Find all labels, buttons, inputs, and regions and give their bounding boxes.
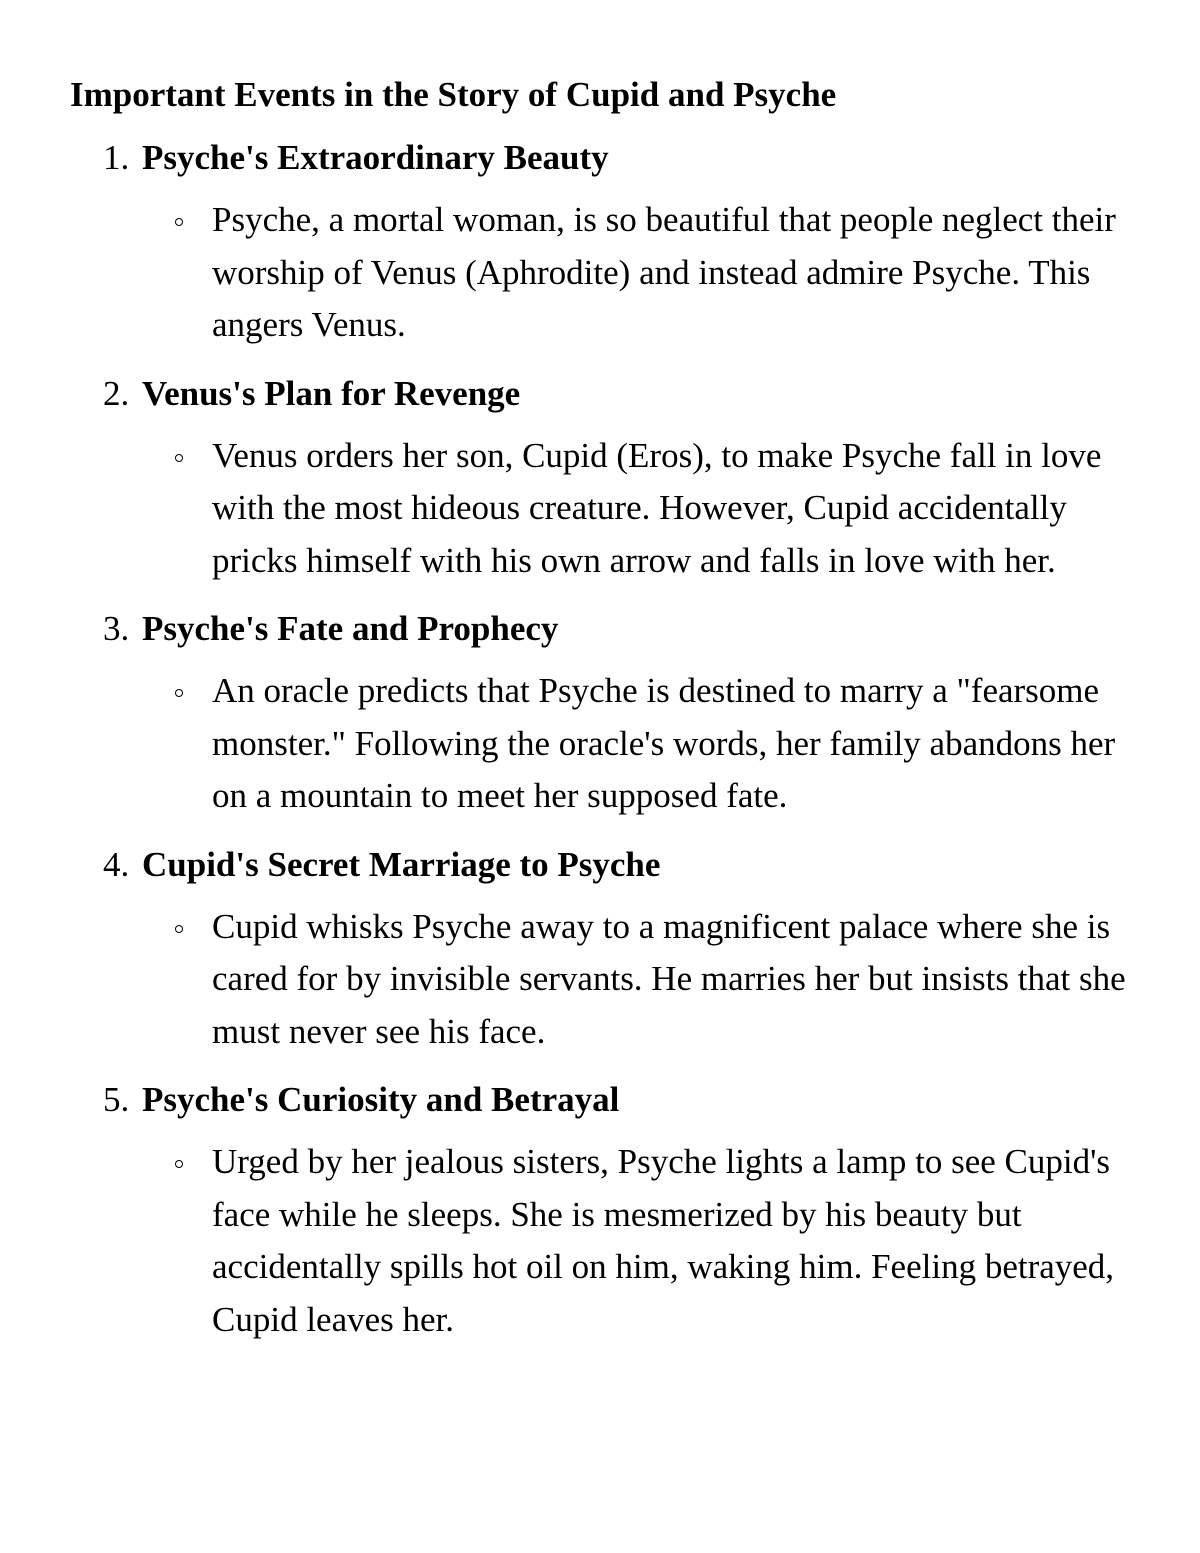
event-header	[70, 366, 1150, 422]
document-page	[70, 72, 1150, 1360]
circle-bullet-icon	[175, 218, 183, 226]
event-item	[70, 837, 1150, 1059]
circle-bullet-icon	[175, 454, 183, 462]
event-number: 5.	[103, 1080, 130, 1119]
event-item	[70, 601, 1150, 823]
event-number: 1.	[103, 138, 130, 177]
event-number: 4.	[103, 844, 130, 884]
event-header	[70, 837, 1150, 893]
event-heading: Cupid's Secret Marriage to Psyche	[142, 844, 661, 884]
event-details	[70, 194, 1150, 352]
event-heading: Psyche's Extraordinary Beauty	[142, 138, 609, 177]
event-header	[70, 1072, 1150, 1128]
event-heading: Venus's Plan for Revenge	[142, 373, 521, 413]
event-list	[70, 130, 1150, 1346]
event-details	[70, 1136, 1150, 1346]
event-detail	[70, 194, 1150, 352]
event-number: 2.	[103, 373, 130, 413]
event-detail	[70, 430, 1150, 588]
event-detail	[70, 901, 1150, 1059]
event-detail-text: Urged by her jealous sisters, Psyche lights a lamp to see Cupid's face while he sleeps. She is mesmerized by his beauty but accidentally spills hot oil on him, waking him. Feeling betrayed, Cupid leaves her.	[212, 1142, 1115, 1339]
document-title: Important Events in the Story of Cupid and Psyche	[70, 75, 837, 114]
event-heading: Psyche's Fate and Prophecy	[142, 609, 559, 648]
event-item	[70, 130, 1150, 352]
event-detail-text: Psyche, a mortal woman, is so beautiful that people neglect their worship of Venus (Aphrodite) and instead admire Psyche. This angers Venus.	[212, 200, 1116, 344]
event-details	[70, 430, 1150, 588]
event-header	[70, 130, 1150, 186]
circle-bullet-icon	[175, 925, 183, 933]
event-details	[70, 665, 1150, 823]
event-number: 3.	[103, 609, 130, 648]
event-detail-text: An oracle predicts that Psyche is destined to marry a "fearsome monster." Following the oracle's words, her family abandons her on a mountain to meet her supposed fate.	[212, 671, 1116, 815]
event-details	[70, 901, 1150, 1059]
event-detail-text: Cupid whisks Psyche away to a magnificent palace where she is cared for by invisible servants. He marries her but insists that she must never see his face.	[212, 906, 1126, 1051]
event-detail	[70, 665, 1150, 823]
event-header	[70, 601, 1150, 657]
event-item	[70, 366, 1150, 588]
circle-bullet-icon	[175, 689, 183, 697]
event-item	[70, 1072, 1150, 1346]
event-detail	[70, 1136, 1150, 1346]
event-detail-text: Venus orders her son, Cupid (Eros), to make Psyche fall in love with the most hideous creature. However, Cupid accidentally pricks himself with his own arrow and falls in love with her.	[212, 435, 1102, 580]
event-heading: Psyche's Curiosity and Betrayal	[142, 1080, 620, 1119]
circle-bullet-icon	[175, 1160, 183, 1168]
